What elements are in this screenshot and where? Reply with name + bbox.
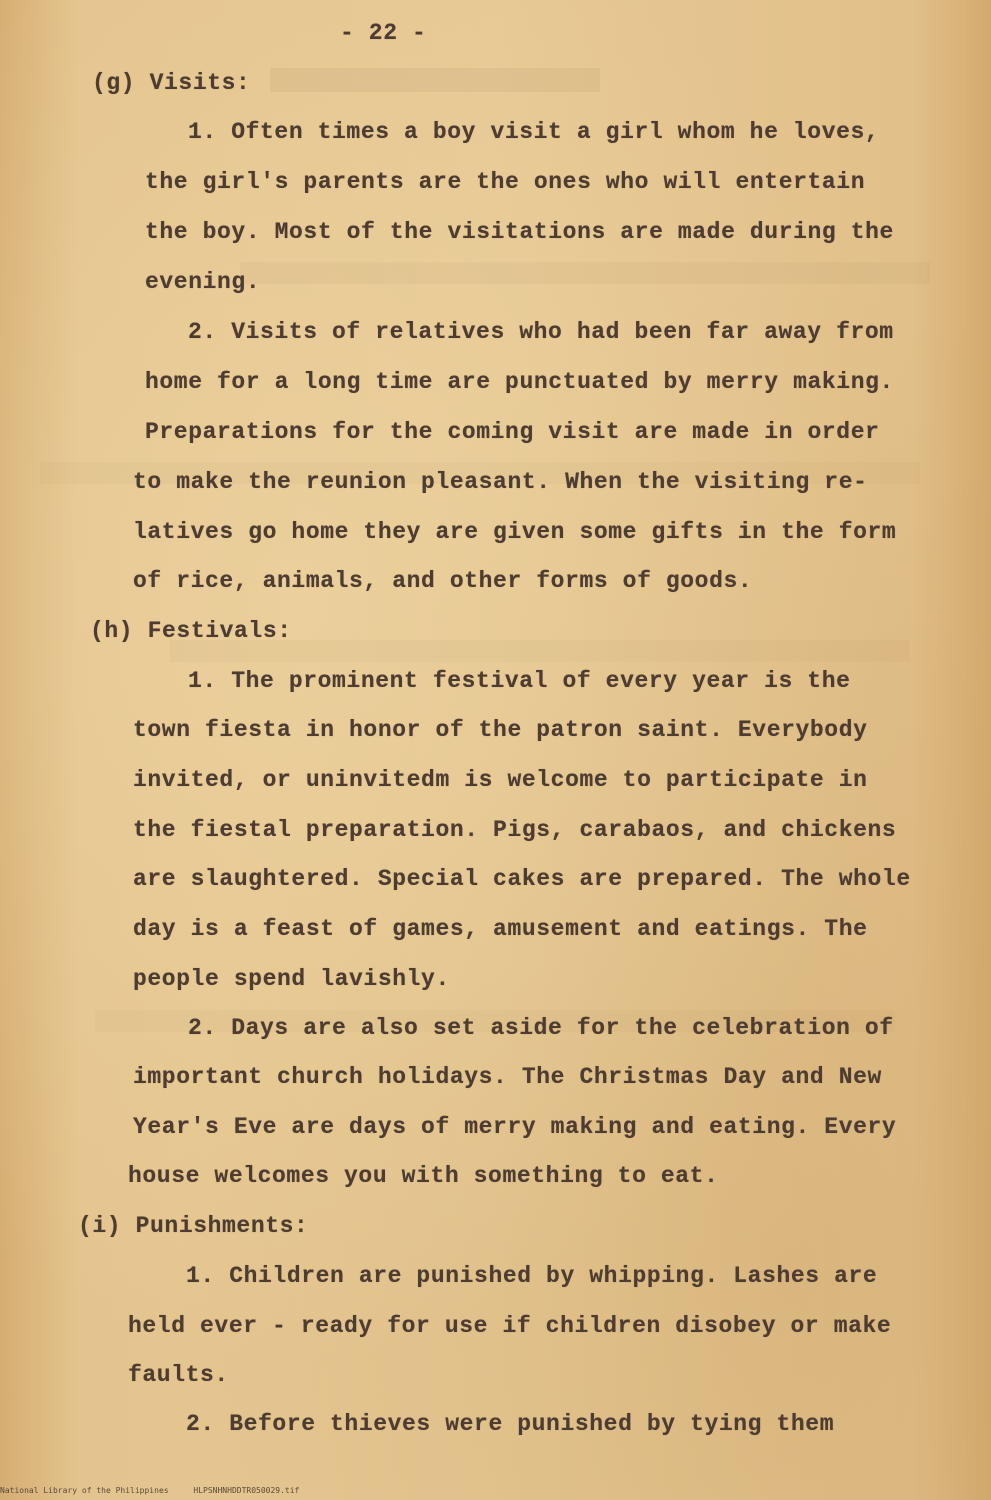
footer-file-id: HLPSNHNHDDTR050029.tif	[193, 1486, 300, 1495]
text-line: to make the reunion pleasant. When the visiting re-	[133, 469, 868, 495]
text-line: Preparations for the coming visit are made in order	[145, 419, 880, 445]
text-line: invited, or uninvitedm is welcome to participate in	[133, 767, 868, 793]
section-heading: (i) Punishments:	[78, 1213, 309, 1239]
text-line: 1. The prominent festival of every year is the	[188, 668, 851, 694]
text-line: held ever - ready for use if children disobey or make	[128, 1313, 892, 1339]
text-line: faults.	[128, 1362, 229, 1388]
text-line: house welcomes you with something to eat.	[128, 1163, 719, 1189]
section-heading: (g) Visits:	[92, 70, 251, 96]
text-line: important church holidays. The Christmas Day and New	[133, 1064, 882, 1090]
bleed-through	[240, 262, 930, 284]
footer-institution: National Library of the Philippines	[0, 1486, 169, 1495]
text-line: 2. Visits of relatives who had been far away from	[188, 319, 894, 345]
text-line: of rice, animals, and other forms of goods.	[133, 568, 753, 594]
text-line: are slaughtered. Special cakes are prepared. The whole	[133, 866, 911, 892]
scan-footer	[0, 1486, 319, 1495]
text-line: latives go home they are given some gifts in the form	[133, 519, 897, 545]
text-line: the fiestal preparation. Pigs, carabaos, and chickens	[133, 817, 897, 843]
bleed-through	[270, 68, 600, 92]
page-number: - 22 -	[340, 20, 427, 46]
text-line: Year's Eve are days of merry making and eating. Every	[133, 1114, 897, 1140]
text-line: home for a long time are punctuated by merry making.	[145, 369, 894, 395]
text-line: 1. Children are punished by whipping. Lashes are	[186, 1263, 878, 1289]
section-heading: (h) Festivals:	[90, 618, 292, 644]
text-line: people spend lavishly.	[133, 966, 450, 992]
text-line: the boy. Most of the visitations are made during the	[145, 219, 894, 245]
text-line: town fiesta in honor of the patron saint. Everybody	[133, 717, 868, 743]
text-line: evening.	[145, 269, 261, 295]
text-line: 2. Days are also set aside for the celebration of	[188, 1015, 894, 1041]
text-line: 2. Before thieves were punished by tying them	[186, 1411, 835, 1437]
text-line: day is a feast of games, amusement and eatings. The	[133, 916, 868, 942]
text-line: 1. Often times a boy visit a girl whom he loves,	[188, 119, 880, 145]
text-line: the girl's parents are the ones who will entertain	[145, 169, 866, 195]
